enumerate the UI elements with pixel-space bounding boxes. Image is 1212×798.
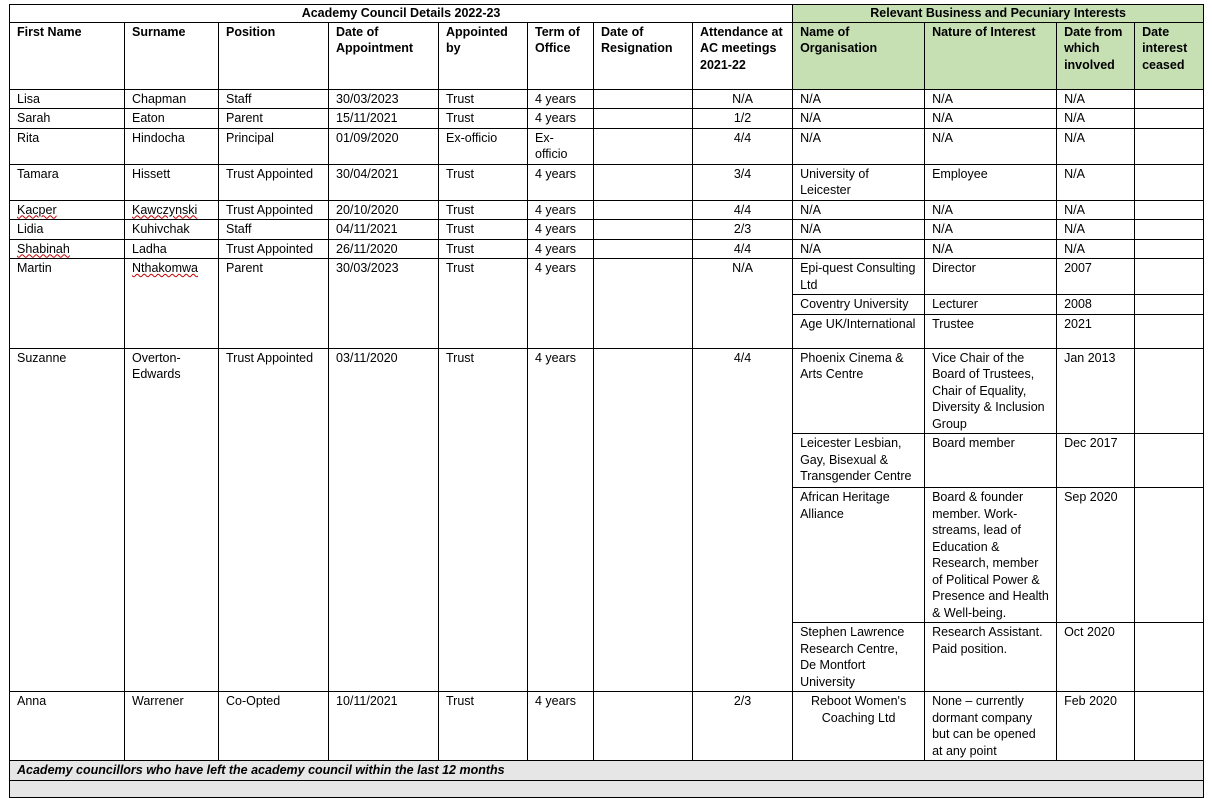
group-header-interests: Relevant Business and Pecuniary Interests: [793, 5, 1204, 23]
cell-organisation: N/A: [793, 128, 925, 164]
cell-organisation: N/A: [793, 200, 925, 220]
cell-term: 4 years: [528, 348, 594, 692]
cell-date-appointment: 15/11/2021: [329, 109, 439, 129]
cell-date-from: 2007: [1057, 259, 1135, 295]
cell-appointed-by: Trust: [439, 89, 528, 109]
cell-resignation: [594, 348, 693, 692]
council-table: [9, 4, 1204, 798]
col-attendance: Attendance at AC meetings 2021-22: [693, 22, 793, 89]
cell-attendance: N/A: [693, 89, 793, 109]
cell-resignation: [594, 200, 693, 220]
cell-date-ceased: [1135, 89, 1204, 109]
cell-organisation: African Heritage Alliance: [793, 488, 925, 623]
cell-nature: Board & founder member. Work-streams, lead of Education & Research, member of Political Power & Presence and Health & Well-being.: [925, 488, 1057, 623]
cell-appointed-by: Trust: [439, 164, 528, 200]
cell-date-appointment: 30/03/2023: [329, 89, 439, 109]
cell-term: 4 years: [528, 692, 594, 761]
cell-position: Staff: [219, 220, 329, 240]
cell-first-name: Lisa: [10, 89, 125, 109]
cell-nature: N/A: [925, 220, 1057, 240]
cell-nature: None – currently dormant company but can be opened at any point: [925, 692, 1057, 761]
cell-date-from: 2008: [1057, 295, 1135, 315]
cell-attendance: N/A: [693, 259, 793, 349]
cell-appointed-by: Ex-officio: [439, 128, 528, 164]
cell-position: Trust Appointed: [219, 348, 329, 692]
cell-term: 4 years: [528, 239, 594, 259]
cell-surname: Ladha: [125, 239, 219, 259]
cell-date-appointment: 30/04/2021: [329, 164, 439, 200]
cell-resignation: [594, 220, 693, 240]
cell-date-from: N/A: [1057, 109, 1135, 129]
cell-attendance: 2/3: [693, 692, 793, 761]
cell-surname: Overton-Edwards: [125, 348, 219, 692]
col-position: Position: [219, 22, 329, 89]
cell-resignation: [594, 89, 693, 109]
cell-nature: N/A: [925, 128, 1057, 164]
cell-appointed-by: Trust: [439, 109, 528, 129]
cell-date-ceased: [1135, 220, 1204, 240]
cell-position: Trust Appointed: [219, 164, 329, 200]
cell-term: Ex-officio: [528, 128, 594, 164]
cell-date-appointment: 30/03/2023: [329, 259, 439, 349]
cell-surname: Nthakomwa: [125, 259, 219, 349]
cell-first-name: Kacper: [10, 200, 125, 220]
cell-first-name: Anna: [10, 692, 125, 761]
cell-attendance: 3/4: [693, 164, 793, 200]
cell-date-from: N/A: [1057, 239, 1135, 259]
cell-attendance: 4/4: [693, 200, 793, 220]
cell-surname: Kuhivchak: [125, 220, 219, 240]
table-row: [10, 259, 1204, 295]
cell-first-name: Rita: [10, 128, 125, 164]
cell-date-ceased: [1135, 488, 1204, 623]
cell-organisation: Phoenix Cinema & Arts Centre: [793, 348, 925, 434]
cell-appointed-by: Trust: [439, 692, 528, 761]
cell-resignation: [594, 692, 693, 761]
cell-surname: Eaton: [125, 109, 219, 129]
cell-date-ceased: [1135, 109, 1204, 129]
cell-first-name: Sarah: [10, 109, 125, 129]
cell-date-appointment: 01/09/2020: [329, 128, 439, 164]
col-term: Term of Office: [528, 22, 594, 89]
cell-term: 4 years: [528, 259, 594, 349]
cell-surname: Hissett: [125, 164, 219, 200]
cell-attendance: 4/4: [693, 128, 793, 164]
left-councillors-blank-row: [10, 780, 1204, 797]
cell-position: Parent: [219, 259, 329, 349]
cell-resignation: [594, 164, 693, 200]
cell-organisation: N/A: [793, 220, 925, 240]
cell-nature: N/A: [925, 109, 1057, 129]
cell-first-name: Martin: [10, 259, 125, 349]
cell-first-name: Shabinah: [10, 239, 125, 259]
cell-date-ceased: [1135, 164, 1204, 200]
cell-resignation: [594, 128, 693, 164]
cell-date-ceased: [1135, 200, 1204, 220]
cell-date-from: Sep 2020: [1057, 488, 1135, 623]
col-first-name: First Name: [10, 22, 125, 89]
col-date-ceased: Date interest ceased: [1135, 22, 1204, 89]
col-date-from: Date from which involved: [1057, 22, 1135, 89]
cell-organisation: N/A: [793, 89, 925, 109]
cell-date-appointment: 03/11/2020: [329, 348, 439, 692]
cell-date-ceased: [1135, 434, 1204, 488]
cell-first-name: Lidia: [10, 220, 125, 240]
cell-date-from: Dec 2017: [1057, 434, 1135, 488]
cell-date-from: 2021: [1057, 314, 1135, 348]
cell-organisation: Age UK/International: [793, 314, 925, 348]
cell-nature: N/A: [925, 239, 1057, 259]
cell-term: 4 years: [528, 109, 594, 129]
cell-organisation: Epi-quest Consulting Ltd: [793, 259, 925, 295]
table-row: [10, 164, 1204, 200]
cell-resignation: [594, 109, 693, 129]
cell-resignation: [594, 239, 693, 259]
cell-date-from: N/A: [1057, 128, 1135, 164]
cell-date-ceased: [1135, 314, 1204, 348]
col-date-appointment: Date of Appointment: [329, 22, 439, 89]
table-row: [10, 692, 1204, 761]
cell-organisation: Coventry University: [793, 295, 925, 315]
cell-nature: Research Assistant. Paid position.: [925, 623, 1057, 692]
cell-appointed-by: Trust: [439, 200, 528, 220]
cell-resignation: [594, 259, 693, 349]
cell-position: Principal: [219, 128, 329, 164]
cell-nature: Employee: [925, 164, 1057, 200]
cell-organisation: Leicester Lesbian, Gay, Bisexual & Transgender Centre: [793, 434, 925, 488]
table-row: [10, 128, 1204, 164]
col-surname: Surname: [125, 22, 219, 89]
cell-organisation: N/A: [793, 239, 925, 259]
cell-date-appointment: 04/11/2021: [329, 220, 439, 240]
table-row: [10, 348, 1204, 434]
council-table-body: [10, 89, 1204, 761]
cell-date-ceased: [1135, 623, 1204, 692]
cell-date-from: Oct 2020: [1057, 623, 1135, 692]
cell-date-from: Feb 2020: [1057, 692, 1135, 761]
cell-date-from: N/A: [1057, 200, 1135, 220]
cell-position: Parent: [219, 109, 329, 129]
table-row: [10, 239, 1204, 259]
cell-attendance: 4/4: [693, 239, 793, 259]
cell-date-ceased: [1135, 692, 1204, 761]
cell-nature: N/A: [925, 200, 1057, 220]
cell-date-from: N/A: [1057, 164, 1135, 200]
cell-organisation: University of Leicester: [793, 164, 925, 200]
cell-term: 4 years: [528, 164, 594, 200]
cell-appointed-by: Trust: [439, 348, 528, 692]
cell-nature: Director: [925, 259, 1057, 295]
cell-nature: Board member: [925, 434, 1057, 488]
cell-first-name: Tamara: [10, 164, 125, 200]
cell-organisation: N/A: [793, 109, 925, 129]
cell-first-name: Suzanne: [10, 348, 125, 692]
group-header-council: Academy Council Details 2022-23: [10, 5, 793, 23]
cell-organisation: Stephen Lawrence Research Centre, De Montfort University: [793, 623, 925, 692]
cell-date-from: N/A: [1057, 89, 1135, 109]
col-appointed-by: Appointed by: [439, 22, 528, 89]
col-resignation: Date of Resignation: [594, 22, 693, 89]
cell-date-ceased: [1135, 239, 1204, 259]
cell-nature: Trustee: [925, 314, 1057, 348]
cell-attendance: 4/4: [693, 348, 793, 692]
cell-surname: Chapman: [125, 89, 219, 109]
cell-date-ceased: [1135, 348, 1204, 434]
cell-date-from: N/A: [1057, 220, 1135, 240]
left-councillors-note: Academy councillors who have left the academy council within the last 12 months: [10, 761, 1204, 781]
cell-nature: Vice Chair of the Board of Trustees, Chair of Equality, Diversity & Inclusion Group: [925, 348, 1057, 434]
cell-surname: Kawczynski: [125, 200, 219, 220]
cell-date-ceased: [1135, 128, 1204, 164]
cell-organisation: Reboot Women's Coaching Ltd: [793, 692, 925, 761]
cell-date-appointment: 20/10/2020: [329, 200, 439, 220]
cell-appointed-by: Trust: [439, 259, 528, 349]
cell-term: 4 years: [528, 89, 594, 109]
cell-appointed-by: Trust: [439, 220, 528, 240]
table-row: [10, 220, 1204, 240]
cell-date-from: Jan 2013: [1057, 348, 1135, 434]
cell-date-ceased: [1135, 295, 1204, 315]
table-row: [10, 200, 1204, 220]
table-row: [10, 89, 1204, 109]
cell-surname: Hindocha: [125, 128, 219, 164]
cell-attendance: 2/3: [693, 220, 793, 240]
table-row: [10, 109, 1204, 129]
col-nature: Nature of Interest: [925, 22, 1057, 89]
cell-nature: Lecturer: [925, 295, 1057, 315]
cell-position: Co-Opted: [219, 692, 329, 761]
cell-term: 4 years: [528, 220, 594, 240]
cell-nature: N/A: [925, 89, 1057, 109]
cell-date-appointment: 26/11/2020: [329, 239, 439, 259]
cell-attendance: 1/2: [693, 109, 793, 129]
cell-term: 4 years: [528, 200, 594, 220]
cell-position: Trust Appointed: [219, 239, 329, 259]
col-organisation: Name of Organisation: [793, 22, 925, 89]
cell-position: Trust Appointed: [219, 200, 329, 220]
cell-surname: Warrener: [125, 692, 219, 761]
cell-position: Staff: [219, 89, 329, 109]
cell-date-ceased: [1135, 259, 1204, 295]
cell-appointed-by: Trust: [439, 239, 528, 259]
cell-date-appointment: 10/11/2021: [329, 692, 439, 761]
